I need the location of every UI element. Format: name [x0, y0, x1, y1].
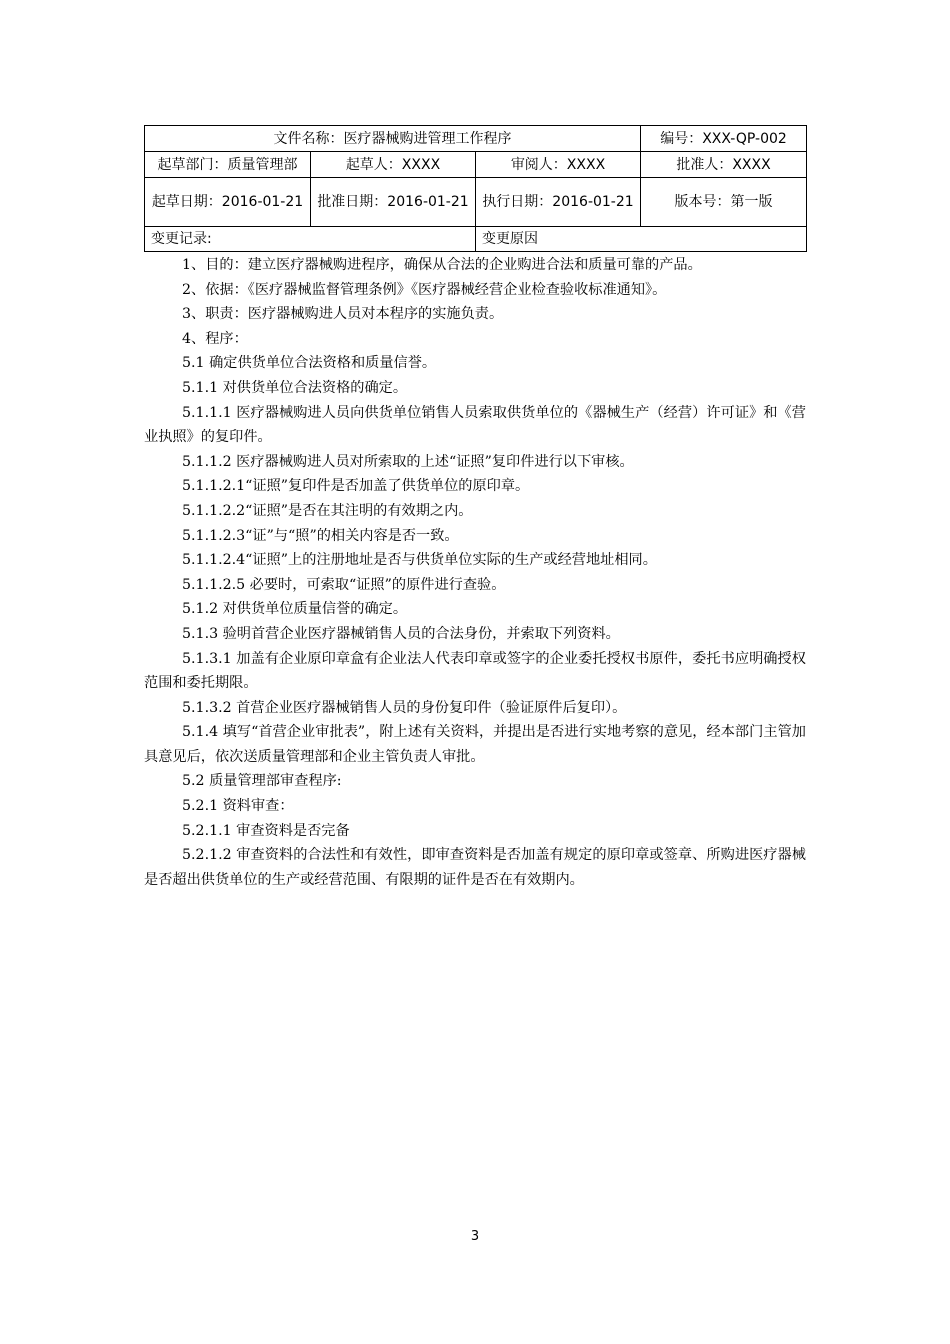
paragraph: 5.1.3 验明首营企业医疗器械销售人员的合法身份，并索取下列资料。	[182, 625, 620, 642]
paragraph: 5.1.1.2.2“证照”是否在其注明的有效期之内。	[182, 502, 473, 519]
change-reason-cell: 变更原因	[476, 227, 807, 252]
paragraph: 2、依据：《医疗器械监督管理条例》《医疗器械经营企业检查验收标准通知》。	[182, 281, 667, 298]
paragraph: 5.1.3.2 首营企业医疗器械销售人员的身份复印件（验证原件后复印）。	[182, 699, 627, 716]
change-record-cell: 变更记录:	[145, 227, 476, 252]
paragraph: 3、职责：医疗器械购进人员对本程序的实施负责。	[182, 306, 504, 323]
paragraph: 1、目的：建立医疗器械购进程序，确保从合法的企业购进合法和质量可靠的产品。	[182, 257, 702, 273]
paragraph: 5.2.1.1 审查资料是否完备	[182, 822, 350, 839]
paragraph: 5.1 确定供货单位合法资格和质量信誉。	[182, 355, 437, 372]
paragraph: 5.1.1.2.1“证照”复印件是否加盖了供货单位的原印章。	[182, 478, 530, 495]
approve-date-cell: 批准日期：2016-01-21	[311, 178, 476, 227]
reviewer-cell: 审阅人：XXXX	[476, 152, 641, 178]
exec-date-cell: 执行日期：2016-01-21	[476, 178, 641, 227]
file-name-cell: 文件名称：医疗器械购进管理工作程序	[145, 126, 641, 152]
paragraph: 5.1.4 填写“首营企业审批表”，附上述有关资料，并提出是否进行实地考察的意见，经本部门主管加具意见后，依次送质量管理部和企业主管负责人审批。	[144, 724, 806, 765]
doc-number-cell: 编号：XXX-QP-002	[641, 126, 807, 152]
version-cell: 版本号：第一版	[641, 178, 807, 227]
drafter-cell: 起草人：XXXX	[311, 152, 476, 178]
draft-date-cell: 起草日期：2016-01-21	[145, 178, 311, 227]
page-number: 3	[470, 1229, 480, 1244]
document-header-table	[144, 125, 807, 252]
paragraph: 5.1.2 对供货单位质量信誉的确定。	[182, 601, 408, 618]
approver-cell: 批准人：XXXX	[641, 152, 807, 178]
paragraph: 4、程序：	[182, 330, 248, 347]
paragraph: 5.1.3.1 加盖有企业原印章盒有企业法人代表印章或签字的企业委托授权书原件，委托书应明确授权范围和委托期限。	[144, 650, 806, 692]
paragraph: 5.2.1.2 审查资料的合法性和有效性，即审查资料是否加盖有规定的原印章或签章、所购进医疗器械是否超出供货单位的生产或经营范围、有限期的证件是否在有效期内。	[144, 847, 806, 888]
paragraph: 5.1.1.2.3“证”与“照”的相关内容是否一致。	[182, 527, 459, 544]
paragraph: 5.1.1 对供货单位合法资格的确定。	[182, 379, 408, 396]
paragraph: 5.2 质量管理部审查程序:	[182, 773, 342, 790]
draft-dept-cell: 起草部门：质量管理部	[145, 152, 311, 178]
document-body	[144, 253, 806, 892]
paragraph: 5.1.1.1 医疗器械购进人员向供货单位销售人员索取供货单位的《器械生产（经营）许可证》和《营业执照》的复印件。	[144, 404, 806, 446]
paragraph: 5.1.1.2.5 必要时，可索取“证照”的原件进行查验。	[182, 576, 506, 593]
paragraph: 5.1.1.2.4“证照”上的注册地址是否与供货单位实际的生产或经营地址相同。	[182, 552, 657, 569]
paragraph: 5.2.1 资料审查：	[182, 798, 294, 815]
paragraph: 5.1.1.2 医疗器械购进人员对所索取的上述“证照”复印件进行以下审核。	[182, 453, 634, 470]
